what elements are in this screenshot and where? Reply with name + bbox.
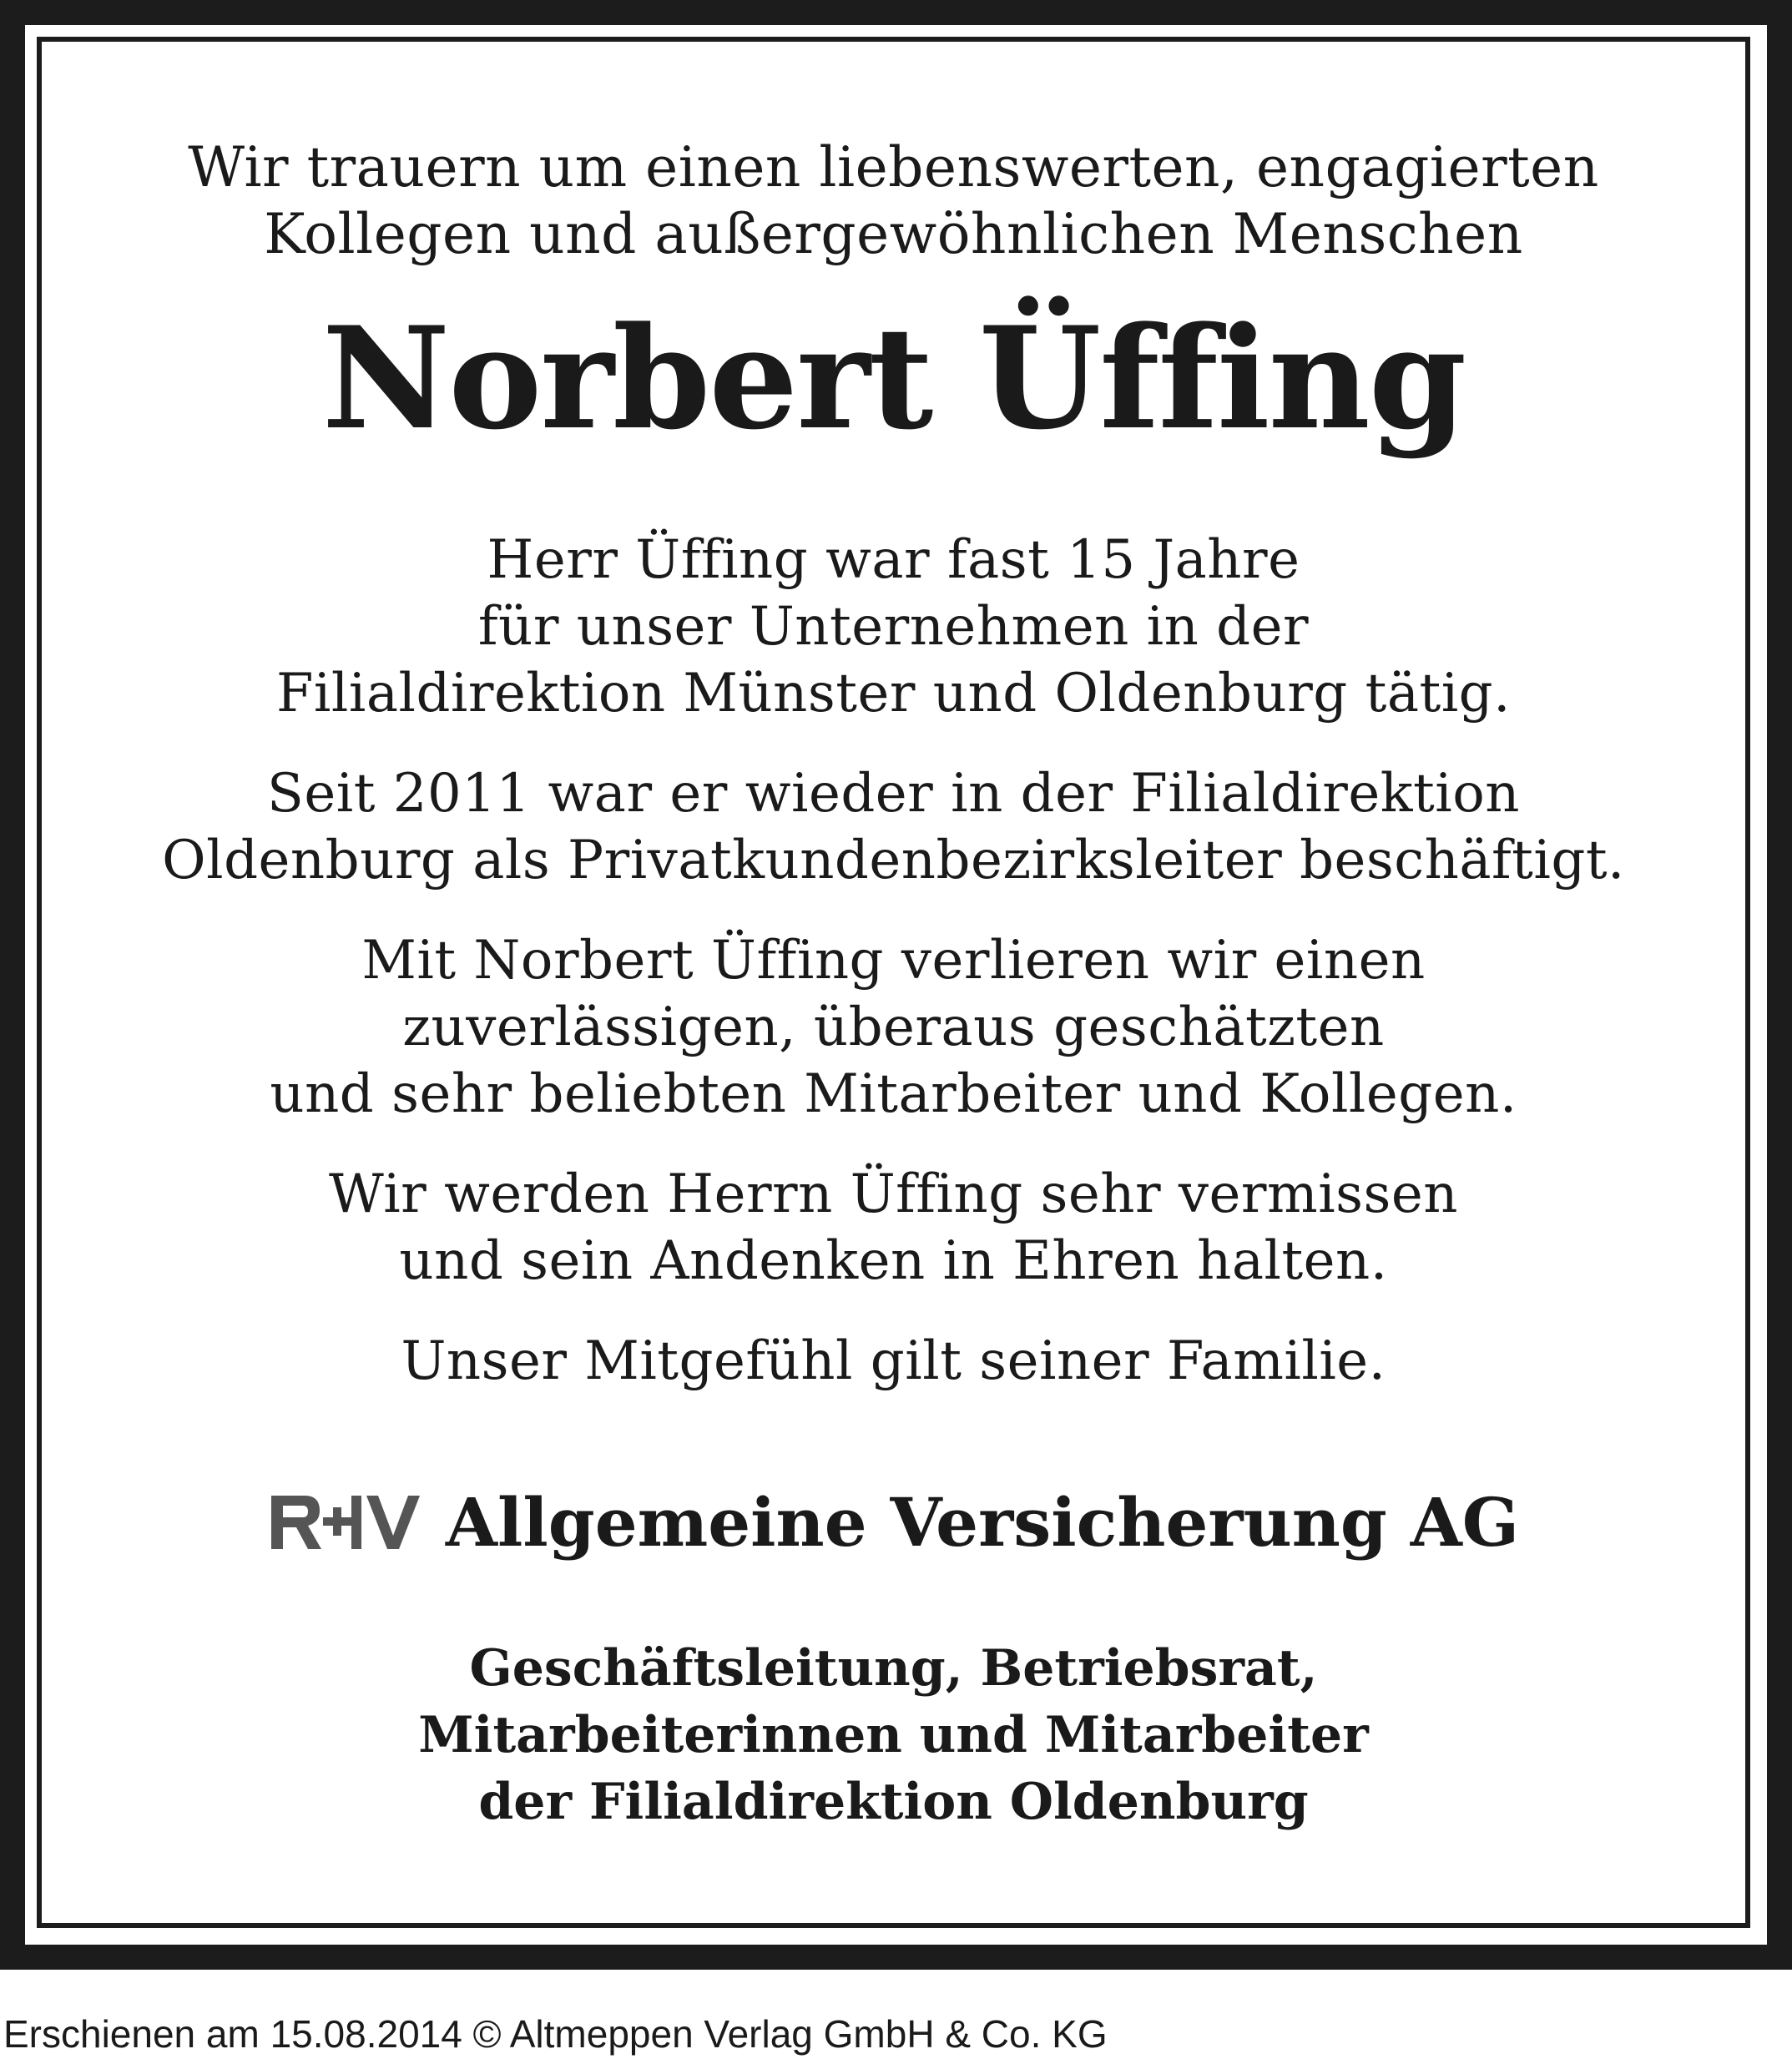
paragraph-5-line-1: Unser Mitgefühl gilt seiner Familie.: [401, 1330, 1386, 1392]
paragraph-1-line-1: Herr Üffing war fast 15 Jahre: [487, 529, 1300, 591]
paragraph-3-line-3: und sehr beliebten Mitarbeiter und Kollegen.: [270, 1063, 1517, 1125]
company-row: [37, 1476, 1750, 1568]
signoff-line-3: der Filialdirektion Oldenburg: [478, 1773, 1309, 1831]
publication-footer: Erschienen am 15.08.2014 © Altmeppen Verlag GmbH & Co. KG: [3, 2012, 1108, 2056]
paragraph-2-line-1: Seit 2011 war er wieder in der Filialdirektion: [267, 763, 1520, 825]
intro-line-2: Kollegen und außergewöhnlichen Menschen: [264, 202, 1523, 266]
paragraph-3-line-2: zuverlässigen, überaus geschätzten: [402, 997, 1385, 1058]
signoff-line-1: Geschäftsleitung, Betriebsrat,: [469, 1639, 1318, 1698]
intro-line-1: Wir trauern um einen liebenswerten, engagierten: [188, 135, 1599, 199]
paragraph-4-line-1: Wir werden Herrn Üffing sehr vermissen: [329, 1163, 1458, 1225]
rv-logo: [268, 1492, 422, 1552]
obituary-notice: [37, 37, 1750, 1928]
signoff-line-2: Mitarbeiterinnen und Mitarbeiter: [418, 1706, 1369, 1764]
paragraph-2-line-2: Oldenburg als Privatkundenbezirksleiter beschäftigt.: [162, 830, 1625, 891]
rv-logo-icon: [268, 1492, 422, 1552]
paragraph-1-line-2: für unser Unternehmen in der: [477, 596, 1310, 658]
paragraph-3-line-1: Mit Norbert Üffing verlieren wir einen: [361, 930, 1426, 992]
paragraph-1-line-3: Filialdirektion Münster und Oldenburg tätig.: [276, 663, 1511, 724]
paragraph-4-line-2: und sein Andenken in Ehren halten.: [399, 1230, 1388, 1292]
company-name: Allgemeine Versicherung AG: [445, 1483, 1520, 1562]
deceased-name: Norbert Üffing: [321, 295, 1466, 461]
